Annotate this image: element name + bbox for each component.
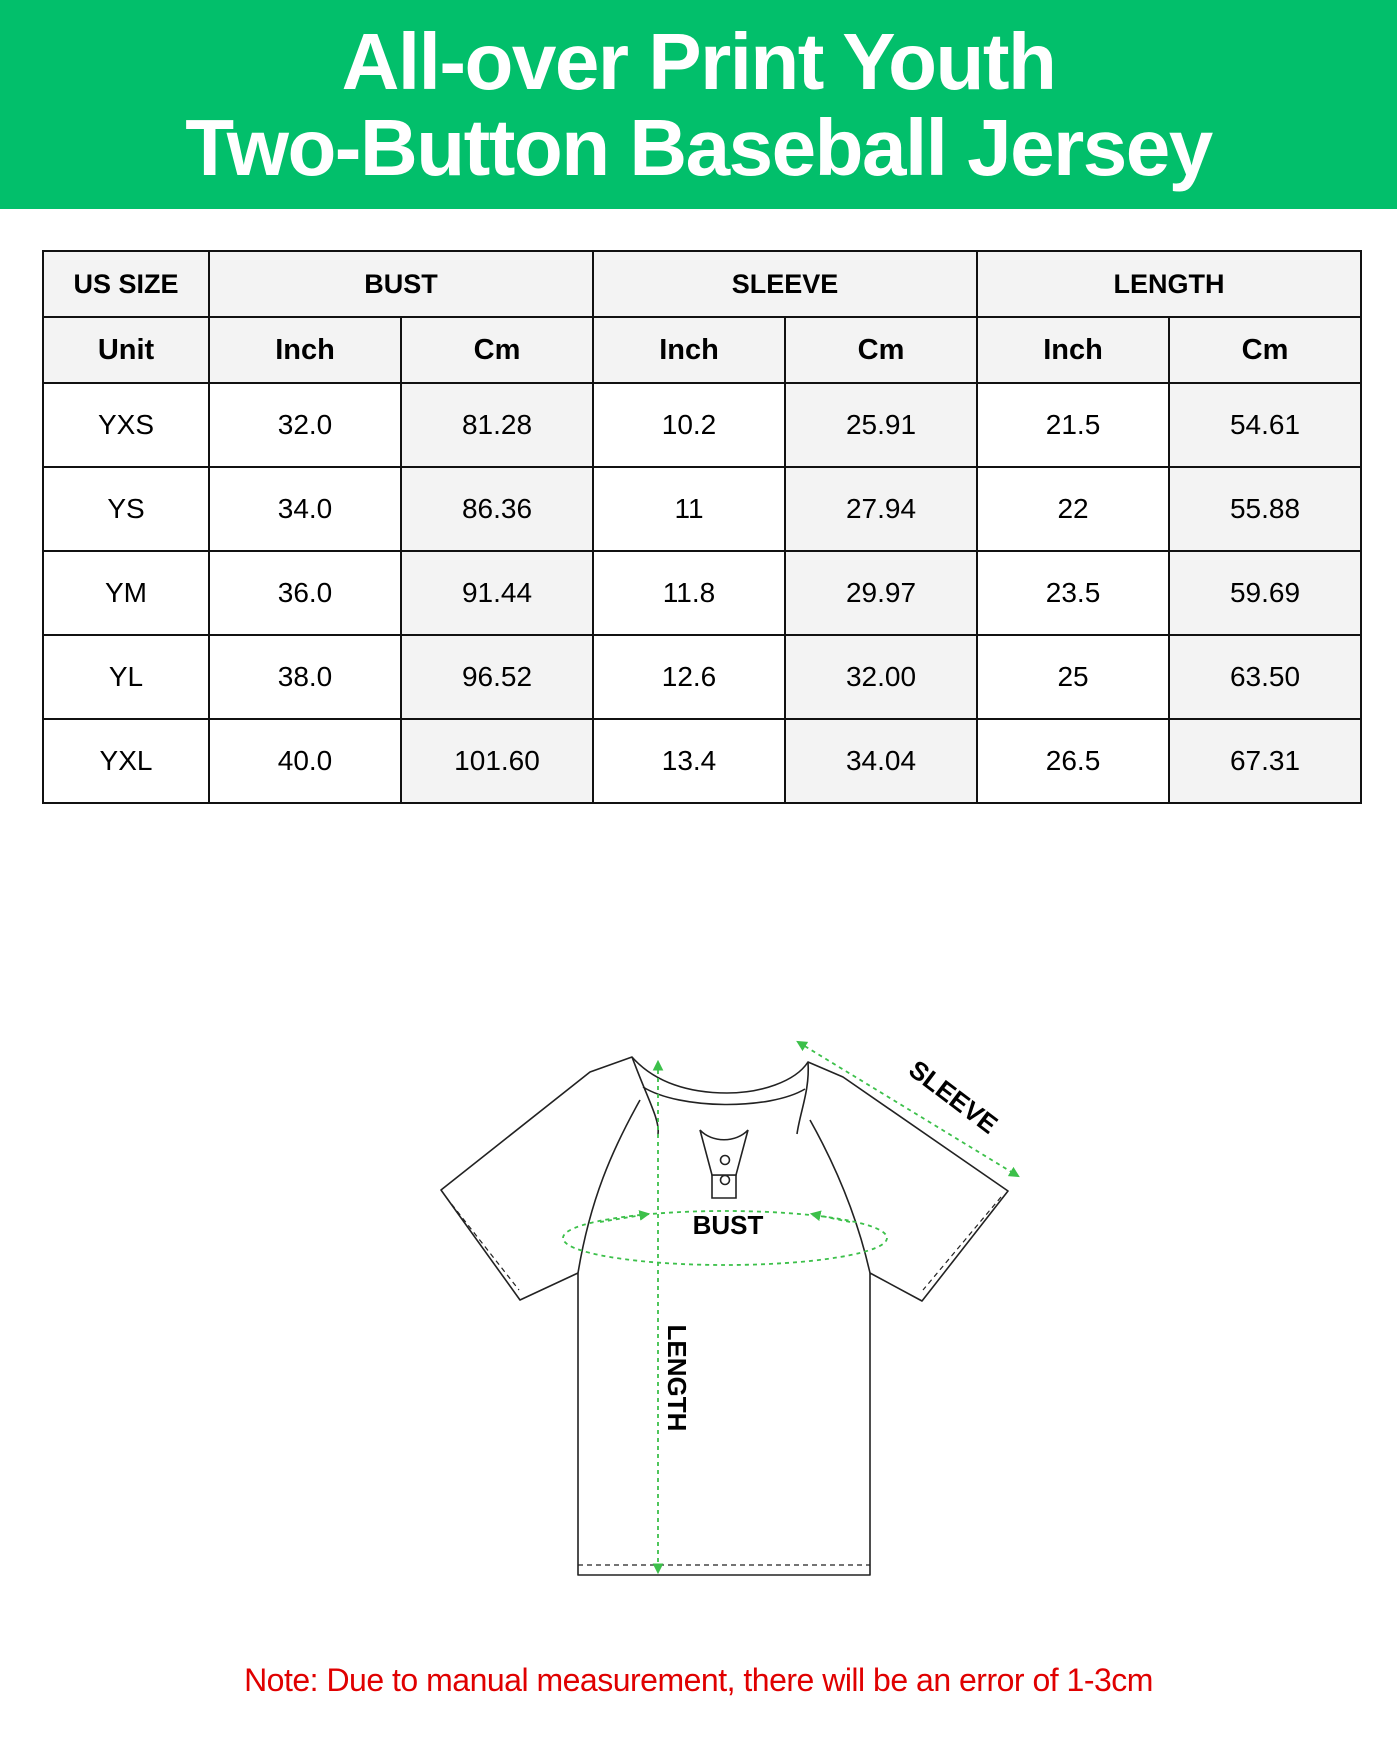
length-header: LENGTH — [977, 251, 1361, 317]
length-label: LENGTH — [662, 1324, 692, 1432]
size-cell: YS — [43, 467, 209, 551]
bust-cm-cell: 91.44 — [401, 551, 593, 635]
table-row — [43, 719, 1361, 803]
sleeve-header: SLEEVE — [593, 251, 977, 317]
jersey-measurement-diagram — [0, 1000, 1397, 1620]
header-banner — [0, 0, 1397, 209]
bust-cm-cell: 101.60 — [401, 719, 593, 803]
measurement-note: Note: Due to manual measurement, there will be an error of 1-3cm — [244, 1662, 1153, 1698]
size-cell: YM — [43, 551, 209, 635]
sleeve-inch-cell: 11 — [593, 467, 785, 551]
sleeve-cm-cell: 34.04 — [785, 719, 977, 803]
title-line-2: Two-Button Baseball Jersey — [185, 102, 1212, 192]
bust-inch-cell: 40.0 — [209, 719, 401, 803]
length-cm-cell: 63.50 — [1169, 635, 1361, 719]
table-row — [43, 383, 1361, 467]
unit-bust-inch: Inch — [209, 317, 401, 383]
unit-length-inch: Inch — [977, 317, 1169, 383]
size-cell: YL — [43, 635, 209, 719]
table-row — [43, 467, 1361, 551]
us-size-header: US SIZE — [43, 251, 209, 317]
length-cm-cell: 55.88 — [1169, 467, 1361, 551]
table-header-row — [43, 251, 1361, 317]
unit-label: Unit — [43, 317, 209, 383]
title-line-1: All-over Print Youth — [341, 16, 1056, 106]
table-row — [43, 551, 1361, 635]
length-cm-cell: 59.69 — [1169, 551, 1361, 635]
unit-length-cm: Cm — [1169, 317, 1361, 383]
length-inch-cell: 23.5 — [977, 551, 1169, 635]
bust-inch-cell: 32.0 — [209, 383, 401, 467]
length-cm-cell: 67.31 — [1169, 719, 1361, 803]
sleeve-inch-cell: 13.4 — [593, 719, 785, 803]
size-cell: YXS — [43, 383, 209, 467]
bust-header: BUST — [209, 251, 593, 317]
length-inch-cell: 22 — [977, 467, 1169, 551]
bust-inch-cell: 38.0 — [209, 635, 401, 719]
length-inch-cell: 25 — [977, 635, 1169, 719]
jersey-outline — [441, 1057, 1008, 1575]
length-inch-cell: 26.5 — [977, 719, 1169, 803]
sleeve-cm-cell: 25.91 — [785, 383, 977, 467]
unit-sleeve-cm: Cm — [785, 317, 977, 383]
bust-inch-cell: 34.0 — [209, 467, 401, 551]
sleeve-cm-cell: 29.97 — [785, 551, 977, 635]
sleeve-inch-cell: 10.2 — [593, 383, 785, 467]
length-cm-cell: 54.61 — [1169, 383, 1361, 467]
bust-cm-cell: 81.28 — [401, 383, 593, 467]
bust-label: BUST — [692, 1210, 764, 1240]
sleeve-inch-cell: 11.8 — [593, 551, 785, 635]
size-chart-table — [42, 250, 1362, 804]
table-unit-row — [43, 317, 1361, 383]
size-cell: YXL — [43, 719, 209, 803]
length-inch-cell: 21.5 — [977, 383, 1169, 467]
sleeve-label: SLEEVE — [903, 1053, 1004, 1140]
table-row — [43, 635, 1361, 719]
sleeve-inch-cell: 12.6 — [593, 635, 785, 719]
bust-inch-cell: 36.0 — [209, 551, 401, 635]
bust-cm-cell: 96.52 — [401, 635, 593, 719]
unit-bust-cm: Cm — [401, 317, 593, 383]
sleeve-cm-cell: 27.94 — [785, 467, 977, 551]
bust-cm-cell: 86.36 — [401, 467, 593, 551]
sleeve-cm-cell: 32.00 — [785, 635, 977, 719]
unit-sleeve-inch: Inch — [593, 317, 785, 383]
